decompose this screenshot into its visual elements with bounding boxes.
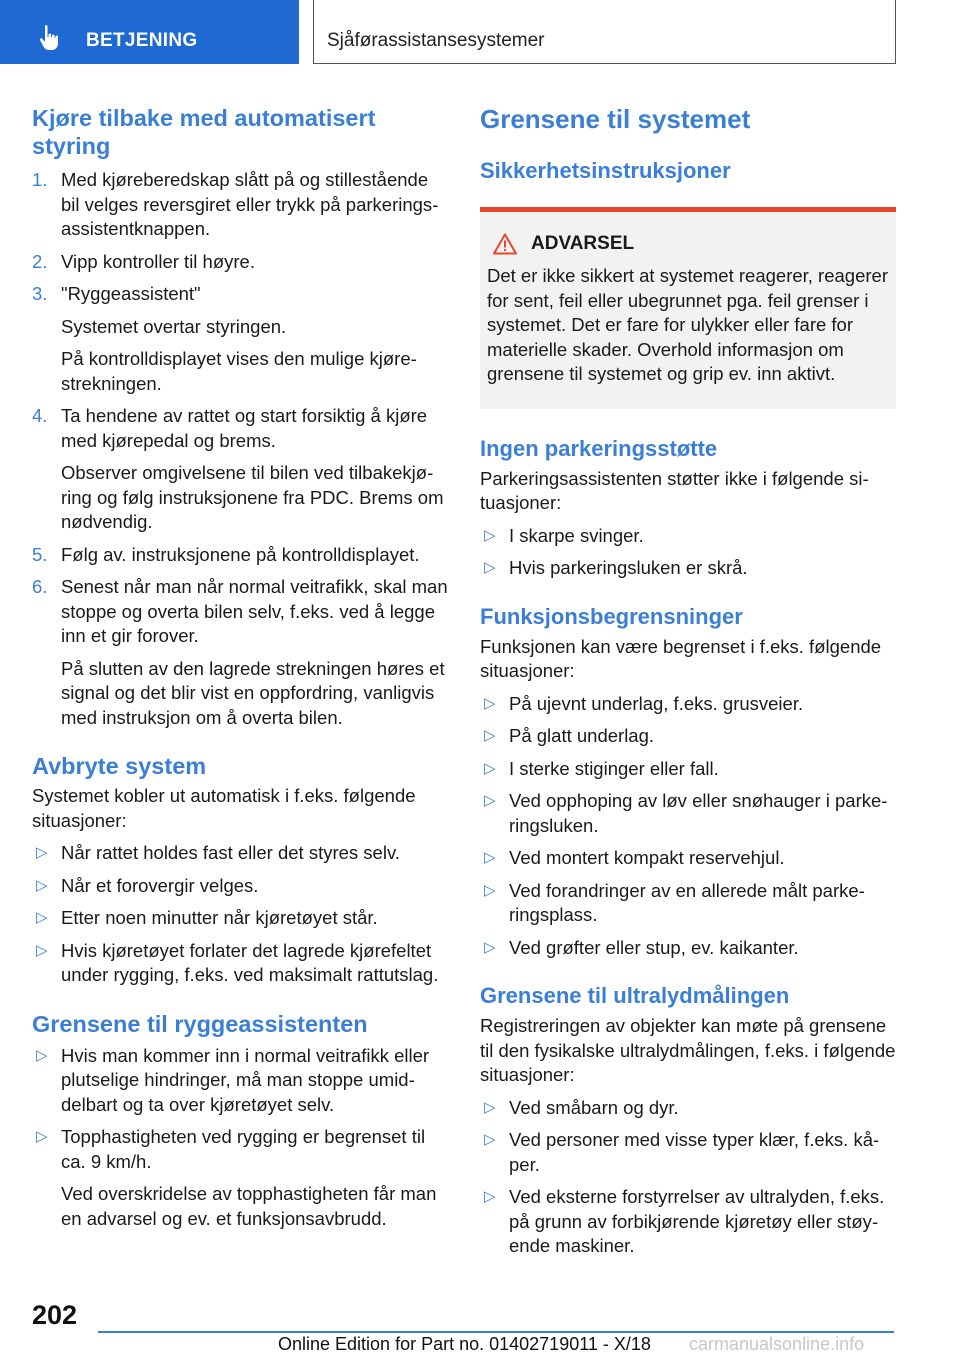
list-item-text: Hvis kjøretøyet forlater det lagrede kjørefeltet under rygging, f.eks. ved maksimalt rattutslag. — [61, 939, 439, 985]
list-item-text: Når et forovergir velges. — [61, 874, 259, 896]
list-item-text: Hvis man kommer inn i normal veitrafikk eller plutselige hindringer, må man stoppe umiddelbart og ta over kjøretøyet selv. — [61, 1044, 430, 1115]
list-item — [32, 1044, 450, 1118]
warning-text: Det er ikke sikkert at systemet reagerer, reagerer for sent, feil eller ubegrunnet pga. feil grenser i systemet. Det er fare for ulykker eller fare for materielle skader. Overhold informasjon om grensene til systemet og grip ev. inn aktivt. — [487, 265, 888, 384]
left-column — [32, 100, 450, 1231]
footer-rule — [98, 1331, 894, 1333]
step-item — [32, 282, 450, 396]
triangle-bullet-icon: ▷ — [484, 938, 496, 956]
steps-list — [32, 168, 450, 730]
list-item-text: Etter noen minutter når kjøretøyet står. — [61, 907, 378, 928]
step-text: Senest når man når normal veitrafikk, skal man stoppe og overta bilen selv, f.eks. ved å legge inn et gir forover. — [61, 576, 448, 646]
step-number: 5. — [32, 543, 48, 565]
list-item-text: Ved montert kompakt reservehjul. — [509, 847, 785, 868]
list-item-text: Når rattet holdes fast eller det styres selv. — [61, 842, 400, 863]
heading-function-limits: Funksjonsbegrensninger — [480, 603, 743, 629]
list-item — [480, 846, 896, 871]
function-limits-list — [480, 692, 896, 961]
pointing-hand-icon — [38, 24, 66, 52]
list-item — [480, 757, 896, 782]
heading-limits-reverse: Grensene til ryggeassistenten — [32, 1010, 368, 1037]
list-item-text: Ved overskridelse av topphastigheten får man en advarsel og ev. et funksjonsavbrudd. — [61, 1183, 437, 1229]
list-item-text: I skarpe svinger. — [509, 524, 644, 546]
step-number: 1. — [32, 169, 48, 190]
step-text: Med kjøreberedskap slått på og stillestående bil velges reversgiret eller trykk på parkeringsassistentknappen. — [61, 169, 439, 239]
abort-intro: Systemet kobler ut automatisk i f.eks. følgende situasjoner: — [32, 785, 416, 831]
step-number: 4. — [32, 405, 48, 426]
list-item — [32, 1125, 450, 1231]
triangle-bullet-icon: ▷ — [484, 1131, 496, 1148]
list-item-text: Ved opphoping av løv eller snøhauger i parkeringsluken. — [509, 790, 888, 836]
heading-limits-system: Grensene til systemet — [480, 104, 751, 134]
list-item — [480, 556, 896, 581]
heading-safety: Sikkerhetsinstruksjoner — [480, 158, 731, 183]
list-item — [32, 841, 450, 866]
list-item — [480, 789, 896, 838]
triangle-bullet-icon: ▷ — [484, 727, 496, 744]
warning-title — [487, 232, 889, 256]
no-parking-intro: Parkeringsassistenten støtter ikke i følgende situasjoner: — [480, 467, 869, 513]
section-header — [313, 0, 896, 64]
list-item — [480, 724, 896, 749]
triangle-bullet-icon: ▷ — [484, 559, 496, 576]
step-number: 3. — [32, 283, 48, 304]
triangle-bullet-icon: ▷ — [484, 694, 496, 712]
list-item — [480, 879, 896, 928]
step-number: 6. — [32, 576, 48, 597]
heading-ultrasound-limits: Grensene til ultralydmålingen — [480, 983, 790, 1008]
step-item — [32, 404, 450, 535]
step-text: Systemet overtar styringen. — [61, 315, 287, 337]
section-title: Sjåførassistansesystemer — [327, 30, 545, 51]
ultrasound-intro: Registreringen av objekter kan møte på grensene til den fysikalske ultralydmålingen, f.eks. i følgende situasjoner: — [480, 1015, 896, 1085]
function-limits-intro: Funksjonen kan være begrenset i f.eks. følgende situasjoner: — [480, 635, 882, 681]
heading-drive-back: Kjøre tilbake med automatisert styring — [32, 105, 376, 159]
list-item-text: Ved småbarn og dyr. — [509, 1096, 679, 1118]
list-item-text: I sterke stiginger eller fall. — [509, 757, 719, 779]
step-text: "Ryggeassistent" — [61, 283, 201, 304]
list-item — [480, 1128, 896, 1177]
step-text: Ta hendene av rattet og start forsiktig å kjøre med kjørepedal og brems. — [61, 405, 428, 451]
chapter-tab[interactable] — [0, 0, 299, 64]
right-column — [480, 100, 896, 1259]
triangle-bullet-icon: ▷ — [36, 1128, 48, 1145]
chapter-tab-label: BETJENING — [86, 30, 198, 51]
ultrasound-list — [480, 1096, 896, 1259]
triangle-bullet-icon: ▷ — [484, 526, 496, 544]
list-item-text: Ved forandringer av en allerede målt parkeringsplass. — [509, 879, 865, 925]
list-item-text: På ujevnt underlag, f.eks. grusveier. — [509, 692, 804, 714]
edition-text: Online Edition for Part no. 01402719011 - X/18 — [278, 1334, 651, 1354]
heading-no-parking: Ingen parkeringsstøtte — [480, 435, 718, 461]
step-item — [32, 250, 450, 275]
list-item — [480, 1096, 896, 1121]
list-item-text: På glatt underlag. — [509, 725, 655, 746]
list-item — [480, 692, 896, 717]
list-item-text: Hvis parkeringsluken er skrå. — [509, 557, 748, 578]
warning-title-text: ADVARSEL — [531, 233, 635, 254]
triangle-bullet-icon: ▷ — [484, 759, 496, 777]
step-item — [32, 543, 450, 568]
list-item — [32, 939, 450, 988]
list-item — [480, 1185, 896, 1259]
warning-box — [480, 207, 896, 409]
list-item — [32, 906, 450, 931]
step-text: Vipp kontroller til høyre. — [61, 250, 255, 272]
list-item-text: Ved grøfter eller stup, ev. kaikanter. — [509, 936, 799, 958]
triangle-bullet-icon: ▷ — [484, 1188, 496, 1205]
list-item-text: Topphastigheten ved rygging er begrenset til ca. 9 km/h. — [61, 1126, 426, 1172]
warning-triangle-icon — [493, 233, 517, 255]
step-text: Følg av. instruksjonene på kontrolldisplayet. — [61, 543, 420, 565]
triangle-bullet-icon: ▷ — [36, 844, 48, 861]
triangle-bullet-icon: ▷ — [36, 941, 48, 959]
step-text: På kontrolldisplayet vises den mulige kjørestrekningen. — [61, 348, 417, 394]
step-item — [32, 575, 450, 730]
list-item — [32, 874, 450, 899]
step-number: 2. — [32, 250, 48, 272]
heading-abort-system: Avbryte system — [32, 753, 207, 779]
list-item-text: Ved eksterne forstyrrelser av ultralyden, f.eks. på grunn av forbikjørende kjøretøy eller støyende maskiner. — [509, 1186, 885, 1256]
no-parking-list — [480, 524, 896, 581]
step-item — [32, 168, 450, 242]
limits-reverse-list — [32, 1044, 450, 1232]
abort-list — [32, 841, 450, 988]
triangle-bullet-icon: ▷ — [484, 1098, 496, 1116]
triangle-bullet-icon: ▷ — [484, 792, 496, 809]
triangle-bullet-icon: ▷ — [484, 881, 496, 899]
list-item — [480, 524, 896, 549]
triangle-bullet-icon: ▷ — [36, 876, 48, 894]
list-item-text: Ved personer med visse typer klær, f.eks. kåper. — [509, 1129, 880, 1175]
watermark: carmanualsonline.info — [689, 1334, 865, 1354]
triangle-bullet-icon: ▷ — [484, 849, 496, 866]
step-text: På slutten av den lagrede strekningen høres et signal og det blir vist en oppfordring, vanligvis med instruksjon om å overta bilen. — [61, 657, 445, 728]
triangle-bullet-icon: ▷ — [36, 1046, 48, 1064]
page-number: 202 — [32, 1300, 78, 1330]
triangle-bullet-icon: ▷ — [36, 909, 48, 926]
list-item — [480, 936, 896, 961]
step-text: Observer omgivelsene til bilen ved tilbakekjøring og følg instruksjonene fra PDC. Brems om nødvendig. — [61, 462, 444, 532]
